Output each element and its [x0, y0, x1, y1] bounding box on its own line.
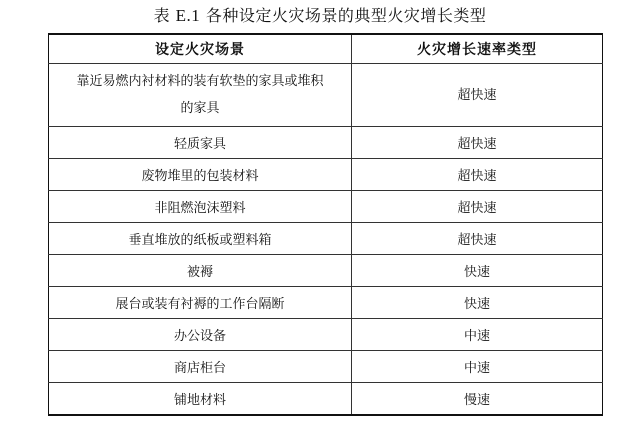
scene-cell: 办公设备: [49, 319, 352, 351]
scene-cell: 展台或装有衬褥的工作台隔断: [49, 287, 352, 319]
scene-text: 靠近易燃内衬材料的装有软垫的家具或堆积的家具: [76, 74, 324, 116]
caption-number: E.1: [175, 6, 201, 25]
rate-cell: 超快速: [352, 159, 603, 191]
scene-cell: [49, 64, 352, 127]
table-row: [49, 127, 603, 159]
table-row: [49, 223, 603, 255]
header-scene: 设定火灾场景: [49, 34, 352, 64]
rate-cell: 超快速: [352, 223, 603, 255]
rate-cell: 中速: [352, 351, 603, 383]
table-row: [49, 191, 603, 223]
scene-cell: 垂直堆放的纸板或塑料箱: [49, 223, 352, 255]
table-row: [49, 287, 603, 319]
table-header-row: [49, 34, 603, 64]
scene-cell: 非阻燃泡沫塑料: [49, 191, 352, 223]
rate-cell: 超快速: [352, 64, 603, 127]
header-rate: 火灾增长速率类型: [352, 34, 603, 64]
rate-cell: 超快速: [352, 127, 603, 159]
table-row: [49, 351, 603, 383]
scene-cell: 废物堆里的包装材料: [49, 159, 352, 191]
fire-growth-table: [48, 33, 603, 416]
caption-prefix: 表: [153, 6, 171, 25]
scene-cell: 铺地材料: [49, 383, 352, 416]
table-row: [49, 255, 603, 287]
rate-cell: 快速: [352, 255, 603, 287]
table-row: [49, 383, 603, 416]
caption-title: 各种设定火灾场景的典型火灾增长类型: [205, 6, 487, 25]
table-row: [49, 319, 603, 351]
table-row: [49, 64, 603, 127]
rate-cell: 中速: [352, 319, 603, 351]
rate-cell: 快速: [352, 287, 603, 319]
table-caption: [0, 5, 640, 27]
scene-cell: 轻质家具: [49, 127, 352, 159]
scene-cell: 商店柜台: [49, 351, 352, 383]
rate-cell: 慢速: [352, 383, 603, 416]
rate-cell: 超快速: [352, 191, 603, 223]
table-row: [49, 159, 603, 191]
scene-cell: 被褥: [49, 255, 352, 287]
